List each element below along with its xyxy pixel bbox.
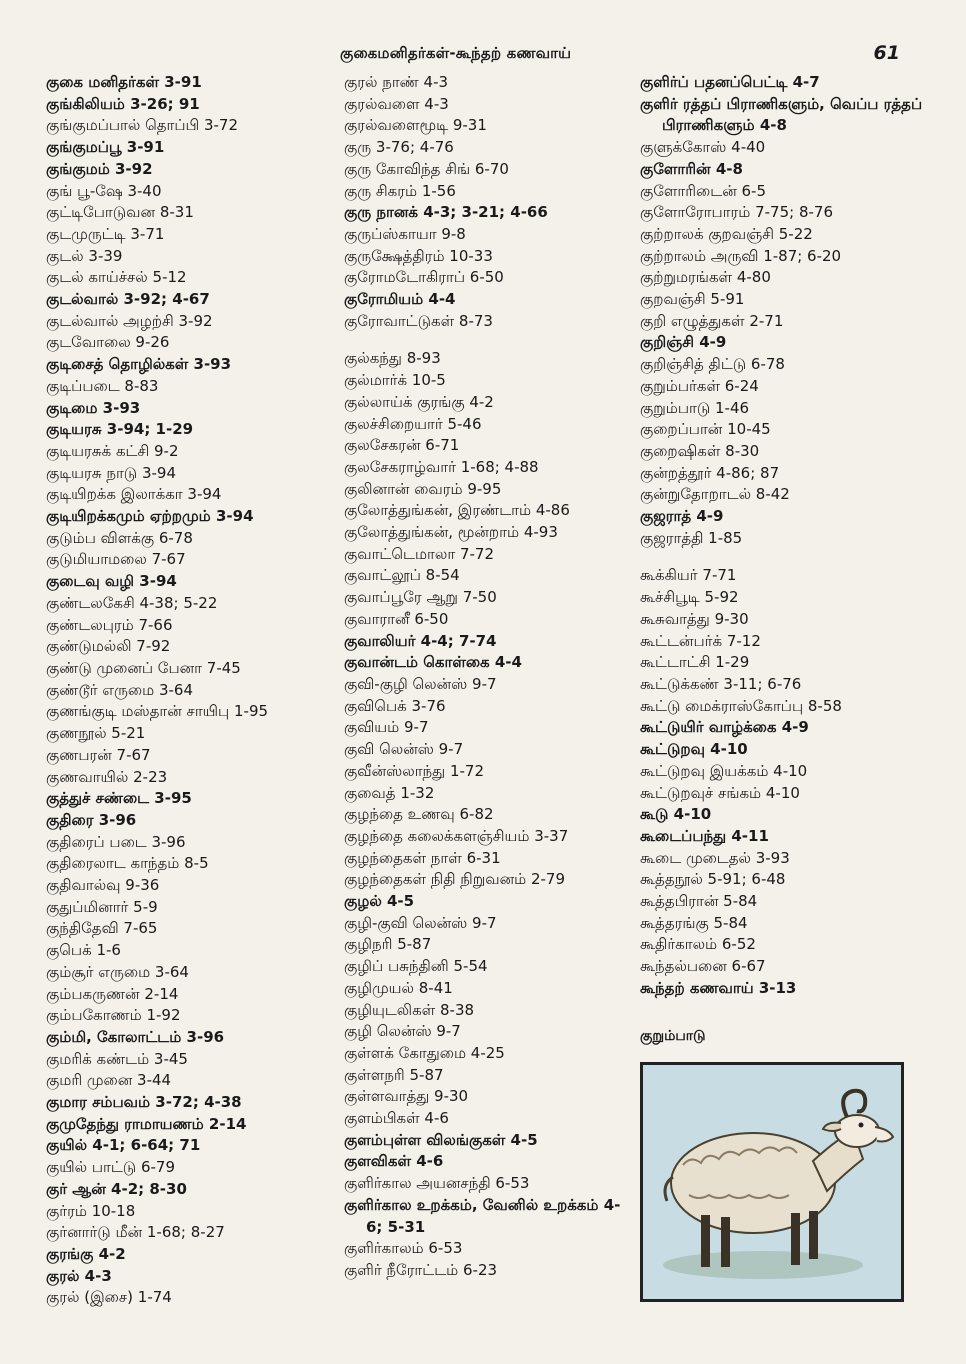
index-column-3 bbox=[640, 72, 940, 1000]
index-entry: கூத்தநூல் 5-91; 6-48 bbox=[640, 870, 786, 889]
index-entry: குழந்தை உணவு 6-82 bbox=[344, 805, 494, 824]
index-entry: குண்டு முனைப் பேனா 7-45 bbox=[46, 658, 241, 677]
index-entry: குல்லாய்க் குரங்கு 4-2 bbox=[344, 392, 494, 411]
index-entry: கூக்கியர் 7-71 bbox=[640, 566, 737, 585]
index-entry: கூத்தரங்கு 5-84 bbox=[640, 913, 748, 932]
index-entry: குலசேகரன் 6-71 bbox=[344, 436, 460, 455]
index-entry: குவி-குழி லென்ஸ் 9-7 bbox=[344, 674, 497, 693]
index-entry: குளோரிடைன் 6-5 bbox=[640, 181, 767, 200]
index-entry: குடைவு வழி 3-94 bbox=[46, 572, 177, 591]
index-entry: குளோரோபாரம் 7-75; 8-76 bbox=[640, 203, 833, 222]
index-entry: குடும்ப விளக்கு 6-78 bbox=[46, 528, 193, 547]
index-entry: குளம்பிகள் 4-6 bbox=[344, 1109, 449, 1128]
index-entry: குண்டூர் எருமை 3-64 bbox=[46, 680, 194, 699]
index-entry: குவிபெக் 3-76 bbox=[344, 696, 446, 715]
index-entry: கூட்டுறவு இயக்கம் 4-10 bbox=[640, 761, 808, 780]
running-head: குகைமனிதர்கள்-கூந்தற் கணவாய் bbox=[340, 44, 572, 62]
index-entry: குரங்கு 4-2 bbox=[46, 1244, 126, 1263]
index-entry: குமரி முனை 3-44 bbox=[46, 1071, 172, 1090]
index-entry: கும்பகருணன் 2-14 bbox=[46, 984, 179, 1003]
index-entry: குலோத்துங்கன், இரண்டாம் 4-86 bbox=[344, 501, 570, 520]
index-entry: கூதிர்காலம் 6-52 bbox=[640, 935, 756, 954]
index-entry: குளவிகள் 4-6 bbox=[344, 1152, 444, 1171]
index-entry: குண்டலகேசி 4-38; 5-22 bbox=[46, 593, 218, 612]
index-entry: குடல் 3-39 bbox=[46, 246, 123, 265]
index-entry: குரல்வளைமூடி 9-31 bbox=[344, 116, 487, 135]
index-entry: குங்கிலியம் 3-26; 91 bbox=[46, 94, 200, 113]
index-entry: குறைஷிகள் 8-30 bbox=[640, 441, 760, 460]
index-column-1 bbox=[46, 72, 326, 1309]
index-entry: கும்பகோணம் 1-92 bbox=[46, 1006, 181, 1025]
index-entry: குடியிறக்கமும் ஏற்றமும் 3-94 bbox=[46, 507, 254, 526]
index-entry: குற்றாலக் குறவஞ்சி 5-22 bbox=[640, 224, 813, 243]
index-entry: குழி-குவி லென்ஸ் 9-7 bbox=[344, 913, 497, 932]
index-entry: கூடை முடைதல் 3-93 bbox=[640, 848, 790, 867]
index-entry: குரு 3-76; 4-76 bbox=[344, 138, 454, 157]
index-entry: குணபரன் 7-67 bbox=[46, 745, 151, 764]
index-entry: குழந்தைகள் நாள் 6-31 bbox=[344, 848, 501, 867]
index-entry: குர்னார்டு மீன் 1-68; 8-27 bbox=[46, 1223, 225, 1242]
index-entry: குணநூல் 5-21 bbox=[46, 724, 146, 743]
index-entry: குவீன்ஸ்லாந்து 1-72 bbox=[344, 761, 484, 780]
index-entry: குடிமை 3-93 bbox=[46, 398, 141, 417]
index-entry: கும்சூர் எருமை 3-64 bbox=[46, 962, 189, 981]
index-entry: குருக்ஷேத்திரம் 10-33 bbox=[344, 246, 493, 265]
index-entry: குறிஞ்சி 4-9 bbox=[640, 333, 727, 352]
index-entry: கூட்டன்பர்க் 7-12 bbox=[640, 631, 761, 650]
index-entry: குவாட்டெமாலா 7-72 bbox=[344, 544, 494, 563]
index-entry: குண்டலபுரம் 7-66 bbox=[46, 615, 173, 634]
index-entry: குடுமியாமலை 7-67 bbox=[46, 550, 186, 569]
index-entry: குங்குமப்பூ 3-91 bbox=[46, 138, 165, 157]
index-entry: குடல் காய்ச்சல் 5-12 bbox=[46, 268, 187, 287]
index-entry: குடவோலை 9-26 bbox=[46, 333, 170, 352]
index-entry: குலினான் வைரம் 9-95 bbox=[344, 479, 502, 498]
index-entry: குடியரசு 3-94; 1-29 bbox=[46, 420, 194, 439]
index-entry: குளுக்கோஸ் 4-40 bbox=[640, 138, 766, 157]
index-entry: குடிசைத் தொழில்கள் 3-93 bbox=[46, 355, 232, 374]
index-entry: குரல் 4-3 bbox=[46, 1266, 112, 1285]
index-entry: குரோமடோகிராப் 6-50 bbox=[344, 268, 504, 287]
index-entry: கூச்சிபூடி 5-92 bbox=[640, 588, 739, 607]
index-entry: குதிவால்வு 9-36 bbox=[46, 876, 160, 895]
page-header bbox=[0, 44, 966, 68]
index-entry: குலோத்துங்கன், மூன்றாம் 4-93 bbox=[344, 523, 558, 542]
index-entry: குழந்தைகள் நிதி நிறுவனம் 2-79 bbox=[344, 870, 566, 889]
index-entry: குருப்ஸ்காயா 9-8 bbox=[344, 224, 466, 243]
index-entry: கும்மி, கோலாட்டம் 3-96 bbox=[46, 1027, 225, 1046]
index-entry: குளிர்கால உறக்கம், வேனில் உறக்கம் 4-6; 5-31 bbox=[344, 1195, 621, 1236]
index-entry: குமரிக் கண்டம் 3-45 bbox=[46, 1049, 188, 1068]
index-entry: குணவாயில் 2-23 bbox=[46, 767, 168, 786]
index-entry: கூட்டுறவு 4-10 bbox=[640, 740, 748, 759]
index-entry: கூடு 4-10 bbox=[640, 805, 712, 824]
index-entry: குவியம் 9-7 bbox=[344, 718, 429, 737]
index-entry: குடியரசு நாடு 3-94 bbox=[46, 463, 177, 482]
index-entry: குரோவாட்டுகள் 8-73 bbox=[344, 311, 493, 330]
index-entry: குல்கந்து 8-93 bbox=[344, 349, 441, 368]
index-entry: குயில் பாட்டு 6-79 bbox=[46, 1158, 175, 1177]
index-entry: குவி லென்ஸ் 9-7 bbox=[344, 740, 464, 759]
index-entry: குடமுருட்டி 3-71 bbox=[46, 224, 165, 243]
index-entry: குவாட்லூப் 8-54 bbox=[344, 566, 460, 585]
index-entry: கூத்தபிரான் 5-84 bbox=[640, 892, 758, 911]
index-entry: குளிர் நீரோட்டம் 6-23 bbox=[344, 1260, 498, 1279]
index-entry: குணங்குடி மஸ்தான் சாயிபு 1-95 bbox=[46, 702, 269, 721]
index-entry: குழந்தை கலைக்களஞ்சியம் 3-37 bbox=[344, 826, 569, 845]
index-column-2 bbox=[344, 72, 634, 1282]
index-entry: குடல்வால் அழற்சி 3-92 bbox=[46, 311, 213, 330]
index-entry: குஜராத்தி 1-85 bbox=[640, 528, 743, 547]
index-entry: குரல்வளை 4-3 bbox=[344, 94, 449, 113]
index-entry: குங் பூ-ஷே 3-40 bbox=[46, 181, 162, 200]
index-entry: குவாரானீ 6-50 bbox=[344, 609, 449, 628]
index-entry: குடல்வால் 3-92; 4-67 bbox=[46, 290, 210, 309]
page-number: 61 bbox=[873, 42, 900, 64]
index-entry: கூந்தற் கணவாய் 3-13 bbox=[640, 978, 797, 997]
index-entry: குடியரசுக் கட்சி 9-2 bbox=[46, 441, 179, 460]
index-entry: குளம்புள்ள விலங்குகள் 4-5 bbox=[344, 1130, 538, 1149]
index-entry: குன்றுதோறாடல் 8-42 bbox=[640, 485, 790, 504]
index-entry: குன்றத்தூர் 4-86; 87 bbox=[640, 463, 780, 482]
index-entry: குல்மார்க் 10-5 bbox=[344, 371, 446, 390]
index-entry: குரு நானக் 4-3; 3-21; 4-66 bbox=[344, 203, 548, 222]
index-entry: குவாப்பூரே ஆறு 7-50 bbox=[344, 588, 497, 607]
index-entry: குளிர்கால அயனசந்தி 6-53 bbox=[344, 1174, 530, 1193]
index-entry: குதிரை 3-96 bbox=[46, 810, 137, 829]
index-entry: கூடைப்பந்து 4-11 bbox=[640, 826, 769, 845]
index-entry: குரல் (இசை) 1-74 bbox=[46, 1288, 172, 1307]
index-entry: குளோரின் 4-8 bbox=[640, 159, 743, 178]
index-entry: குமுதேந்து ராமாயணம் 2-14 bbox=[46, 1114, 247, 1133]
index-entry: குலச்சிறையார் 5-46 bbox=[344, 414, 482, 433]
index-entry: குகை மனிதர்கள் 3-91 bbox=[46, 73, 202, 91]
index-entry: குஜராத் 4-9 bbox=[640, 507, 724, 526]
index-entry: குறும்பர்கள் 6-24 bbox=[640, 376, 759, 395]
index-entry: குறவஞ்சி 5-91 bbox=[640, 290, 745, 309]
index-entry: குழிப் பசுந்தினி 5-54 bbox=[344, 957, 488, 976]
index-entry: குங்குமப்பால் தொப்பி 3-72 bbox=[46, 116, 239, 135]
index-entry: குறிஞ்சித் திட்டு 6-78 bbox=[640, 355, 785, 374]
index-entry: குரோமியம் 4-4 bbox=[344, 290, 456, 309]
index-entry: குள்ளக் கோதுமை 4-25 bbox=[344, 1043, 505, 1062]
index-entry: குதிரைப் படை 3-96 bbox=[46, 832, 186, 851]
index-entry: குரல் நாண் 4-3 bbox=[344, 73, 449, 91]
index-entry: குழியுடலிகள் 8-38 bbox=[344, 1000, 475, 1019]
figure-caption: குறும்பாடு bbox=[640, 1028, 706, 1044]
index-entry: குரு கோவிந்த சிங் 6-70 bbox=[344, 159, 509, 178]
index-entry: கூட்டாட்சி 1-29 bbox=[640, 653, 750, 672]
index-entry: கூட்டு மைக்ராஸ்கோப்பு 8-58 bbox=[640, 696, 842, 715]
index-entry: குவான்டம் கொள்கை 4-4 bbox=[344, 653, 522, 672]
index-entry: குதிரைலாட காந்தம் 8-5 bbox=[46, 854, 209, 873]
index-entry: குவைத் 1-32 bbox=[344, 783, 435, 802]
index-entry: குறும்பாடு 1-46 bbox=[640, 398, 750, 417]
index-entry: குடிப்படை 8-83 bbox=[46, 376, 159, 395]
index-entry: குழி லென்ஸ் 9-7 bbox=[344, 1022, 461, 1041]
index-entry: குட்டிபோடுவன 8-31 bbox=[46, 203, 194, 222]
index-entry: குழிமுயல் 8-41 bbox=[344, 978, 453, 997]
index-entry: குடியிறக்க இலாக்கா 3-94 bbox=[46, 485, 222, 504]
index-entry: குளிர்காலம் 6-53 bbox=[344, 1239, 463, 1258]
section-gap bbox=[344, 332, 634, 348]
index-entry: கூட்டுக்கண் 3-11; 6-76 bbox=[640, 674, 802, 693]
index-entry: குளிர் ரத்தப் பிராணிகளும், வெப்ப ரத்தப் பிராணிகளும் 4-8 bbox=[640, 94, 923, 135]
section-gap bbox=[640, 549, 940, 565]
index-entry: குவாலியர் 4-4; 7-74 bbox=[344, 631, 497, 650]
index-entry: குர் ஆன் 4-2; 8-30 bbox=[46, 1179, 187, 1198]
index-entry: கூட்டுறவுச் சங்கம் 4-10 bbox=[640, 783, 800, 802]
index-entry: குபெக் 1-6 bbox=[46, 941, 121, 960]
index-entry: குமார சம்பவம் 3-72; 4-38 bbox=[46, 1093, 242, 1112]
index-entry: குங்குமம் 3-92 bbox=[46, 159, 153, 178]
index-entry: குலசேகராழ்வார் 1-68; 4-88 bbox=[344, 457, 539, 476]
figure-frame bbox=[640, 1062, 904, 1302]
index-entry: குற்றுமரங்கள் 4-80 bbox=[640, 268, 771, 287]
index-entry: குறி எழுத்துகள் 2-71 bbox=[640, 311, 784, 330]
sheep-illustration-icon bbox=[643, 1065, 901, 1299]
index-entry: குழிநரி 5-87 bbox=[344, 935, 432, 954]
index-entry: கூட்டுயிர் வாழ்க்கை 4-9 bbox=[640, 718, 809, 737]
index-entry: குற்றாலம் அருவி 1-87; 6-20 bbox=[640, 246, 842, 265]
index-entry: குள்ளநரி 5-87 bbox=[344, 1065, 444, 1084]
index-entry: குர்ரம் 10-18 bbox=[46, 1201, 136, 1220]
index-entry: குரு சிகரம் 1-56 bbox=[344, 181, 456, 200]
index-entry: குழல் 4-5 bbox=[344, 892, 415, 911]
index-entry: கூசுவாத்து 9-30 bbox=[640, 609, 749, 628]
index-entry: குயில் 4-1; 6-64; 71 bbox=[46, 1136, 201, 1155]
index-entry: குதுப்மினார் 5-9 bbox=[46, 897, 158, 916]
index-entry: குந்திதேவி 7-65 bbox=[46, 919, 158, 938]
index-entry: குண்டுமல்லி 7-92 bbox=[46, 637, 171, 656]
index-entry: குத்துச் சண்டை 3-95 bbox=[46, 789, 192, 808]
index-entry: குறைப்பான் 10-45 bbox=[640, 420, 771, 439]
index-entry: குளிர்ப் பதனப்பெட்டி 4-7 bbox=[640, 73, 820, 91]
index-entry: குள்ளவாத்து 9-30 bbox=[344, 1087, 469, 1106]
index-entry: கூந்தல்பனை 6-67 bbox=[640, 957, 766, 976]
